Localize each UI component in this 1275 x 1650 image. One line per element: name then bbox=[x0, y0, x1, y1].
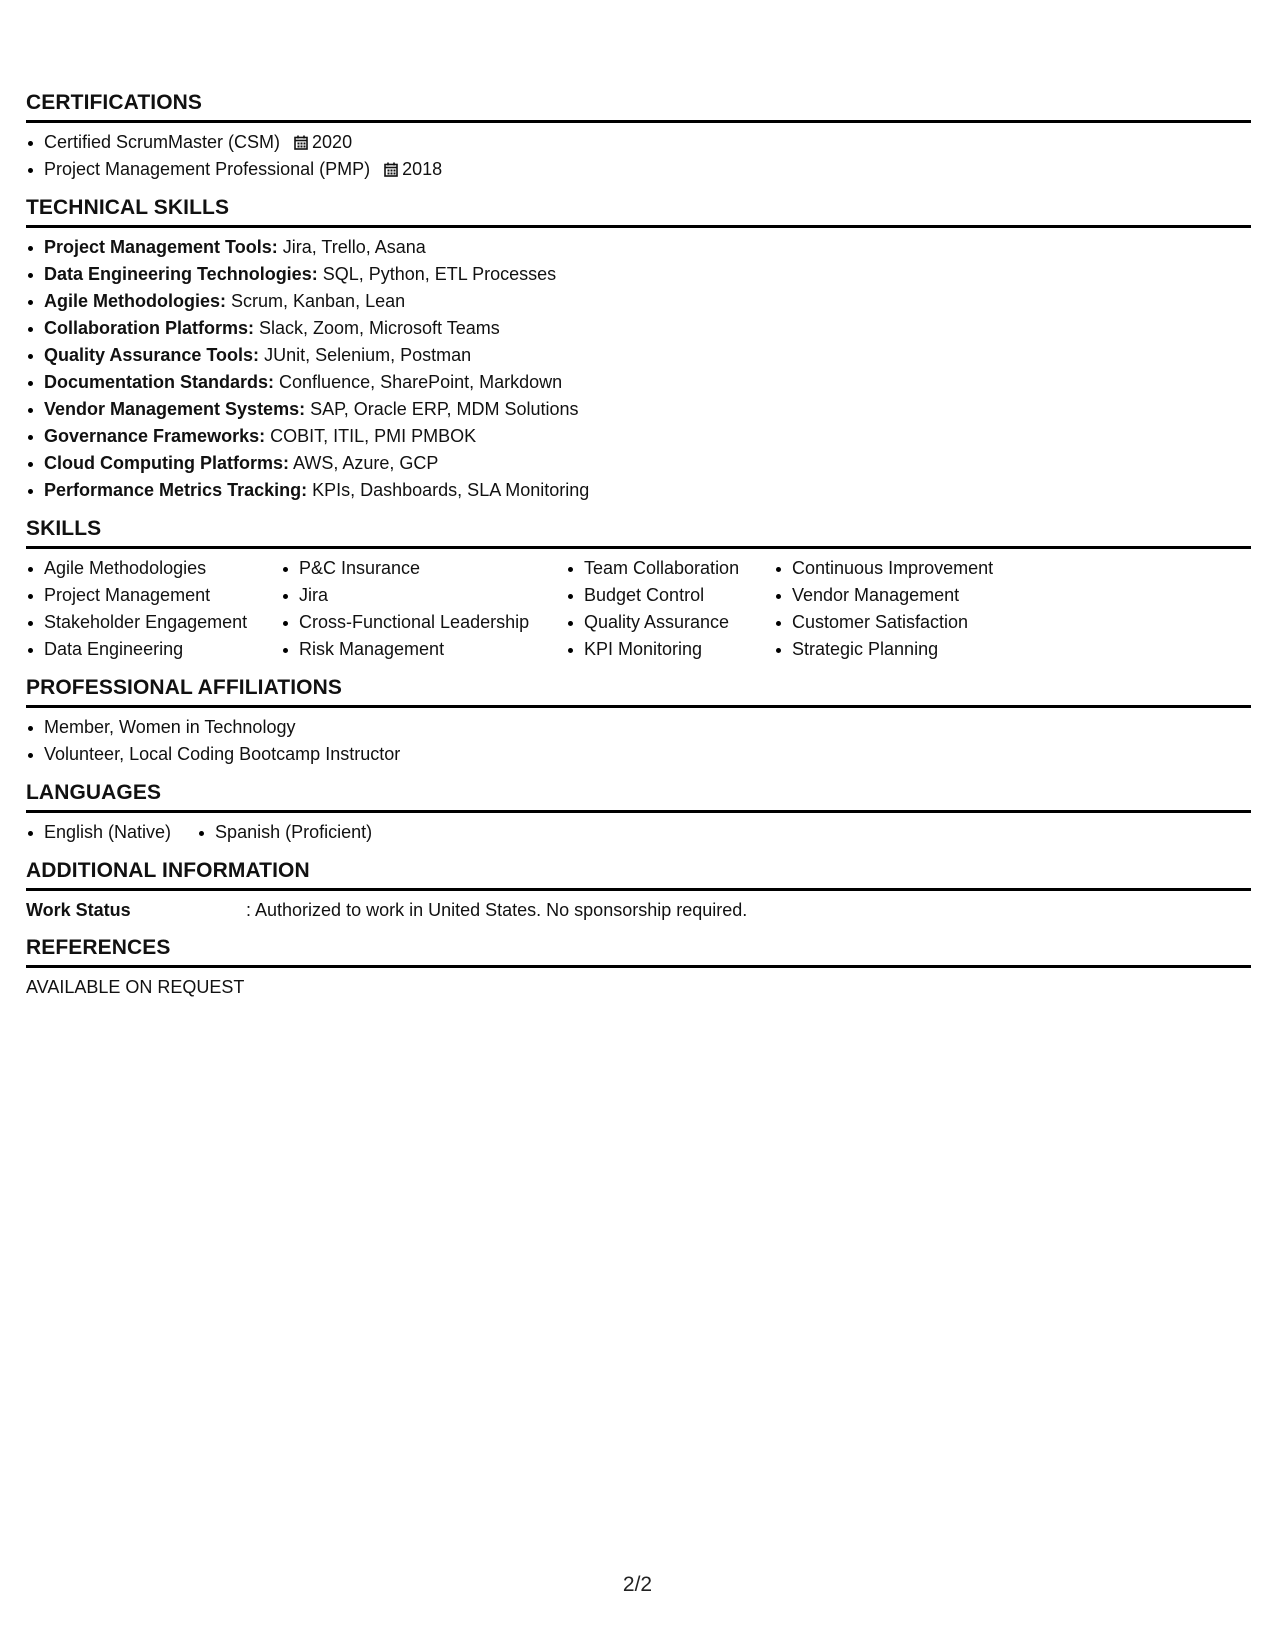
list-item bbox=[26, 288, 1251, 315]
list-item: Budget Control bbox=[566, 582, 774, 609]
skills-column bbox=[774, 555, 1034, 663]
skill-values: Slack, Zoom, Microsoft Teams bbox=[254, 318, 500, 338]
additional-info-heading: ADDITIONAL INFORMATION bbox=[26, 858, 1251, 891]
list-item: Quality Assurance bbox=[566, 609, 774, 636]
list-item bbox=[26, 315, 1251, 342]
skill-category: Data Engineering Technologies: bbox=[44, 264, 318, 284]
affiliations-list bbox=[26, 714, 1251, 768]
list-item: Spanish (Proficient) bbox=[197, 819, 372, 846]
list-item: Customer Satisfaction bbox=[774, 609, 1034, 636]
list-item: Agile Methodologies bbox=[26, 555, 281, 582]
list-item: Member, Women in Technology bbox=[26, 714, 1251, 741]
work-status-row bbox=[26, 897, 1251, 923]
list-item bbox=[26, 234, 1251, 261]
skill-values: Confluence, SharePoint, Markdown bbox=[274, 372, 563, 392]
skills-section bbox=[26, 516, 1251, 663]
work-status-value: : Authorized to work in United States. No sponsorship required. bbox=[246, 900, 748, 920]
skill-values: COBIT, ITIL, PMI PMBOK bbox=[265, 426, 477, 446]
list-item bbox=[26, 342, 1251, 369]
certification-year: 2020 bbox=[312, 132, 353, 152]
list-item: Stakeholder Engagement bbox=[26, 609, 281, 636]
certification-name: Certified ScrumMaster (CSM) bbox=[44, 132, 281, 152]
skill-category: Project Management Tools: bbox=[44, 237, 278, 257]
skill-values: SQL, Python, ETL Processes bbox=[317, 264, 557, 284]
certifications-heading: CERTIFICATIONS bbox=[26, 90, 1251, 123]
list-item: Project Management bbox=[26, 582, 281, 609]
technical-skills-section bbox=[26, 195, 1251, 504]
skill-values: Jira, Trello, Asana bbox=[277, 237, 426, 257]
calendar-icon bbox=[294, 135, 308, 150]
skills-column bbox=[281, 555, 566, 663]
resume-page bbox=[26, 90, 1251, 1012]
technical-skills-list bbox=[26, 234, 1251, 504]
skills-column bbox=[566, 555, 774, 663]
skill-values: AWS, Azure, GCP bbox=[288, 453, 439, 473]
list-item bbox=[26, 369, 1251, 396]
skill-values: Scrum, Kanban, Lean bbox=[226, 291, 406, 311]
list-item: Volunteer, Local Coding Bootcamp Instructor bbox=[26, 741, 1251, 768]
list-item: Team Collaboration bbox=[566, 555, 774, 582]
skills-heading: SKILLS bbox=[26, 516, 1251, 549]
list-item: P&C Insurance bbox=[281, 555, 566, 582]
list-item bbox=[26, 396, 1251, 423]
list-item: Strategic Planning bbox=[774, 636, 1034, 663]
skill-values: KPIs, Dashboards, SLA Monitoring bbox=[307, 480, 590, 500]
skill-category: Quality Assurance Tools: bbox=[44, 345, 260, 365]
languages-heading: LANGUAGES bbox=[26, 780, 1251, 813]
list-item bbox=[26, 477, 1251, 504]
list-item bbox=[26, 450, 1251, 477]
work-status-label: Work Status bbox=[26, 900, 131, 920]
certification-year: 2018 bbox=[402, 159, 443, 179]
list-item: KPI Monitoring bbox=[566, 636, 774, 663]
list-item: Cross-Functional Leadership bbox=[281, 609, 566, 636]
skill-category: Performance Metrics Tracking: bbox=[44, 480, 308, 500]
list-item: Continuous Improvement bbox=[774, 555, 1034, 582]
languages-section bbox=[26, 780, 1251, 846]
list-item: English (Native) bbox=[26, 819, 171, 846]
skill-category: Documentation Standards: bbox=[44, 372, 275, 392]
references-section bbox=[26, 935, 1251, 1000]
list-item bbox=[26, 156, 1251, 183]
references-text: AVAILABLE ON REQUEST bbox=[26, 977, 245, 997]
skills-column bbox=[26, 555, 281, 663]
certifications-section bbox=[26, 90, 1251, 183]
skill-category: Cloud Computing Platforms: bbox=[44, 453, 289, 473]
affiliations-section bbox=[26, 675, 1251, 768]
languages-list bbox=[26, 819, 1251, 846]
list-item bbox=[26, 129, 1251, 156]
references-heading: REFERENCES bbox=[26, 935, 1251, 968]
technical-skills-heading: TECHNICAL SKILLS bbox=[26, 195, 1251, 228]
skill-category: Vendor Management Systems: bbox=[44, 399, 306, 419]
certifications-list bbox=[26, 129, 1251, 183]
affiliations-heading: PROFESSIONAL AFFILIATIONS bbox=[26, 675, 1251, 708]
list-item: Data Engineering bbox=[26, 636, 281, 663]
list-item: Vendor Management bbox=[774, 582, 1034, 609]
list-item: Jira bbox=[281, 582, 566, 609]
list-item: Risk Management bbox=[281, 636, 566, 663]
skill-category: Governance Frameworks: bbox=[44, 426, 266, 446]
page-number: 2/2 bbox=[622, 1573, 653, 1596]
skills-grid bbox=[26, 555, 1251, 663]
additional-info-section bbox=[26, 858, 1251, 923]
skill-category: Collaboration Platforms: bbox=[44, 318, 255, 338]
list-item bbox=[26, 423, 1251, 450]
skill-category: Agile Methodologies: bbox=[44, 291, 226, 311]
calendar-icon bbox=[384, 162, 398, 177]
list-item bbox=[26, 261, 1251, 288]
skill-values: JUnit, Selenium, Postman bbox=[259, 345, 472, 365]
certification-name: Project Management Professional (PMP) bbox=[44, 159, 371, 179]
skill-values: SAP, Oracle ERP, MDM Solutions bbox=[305, 399, 579, 419]
